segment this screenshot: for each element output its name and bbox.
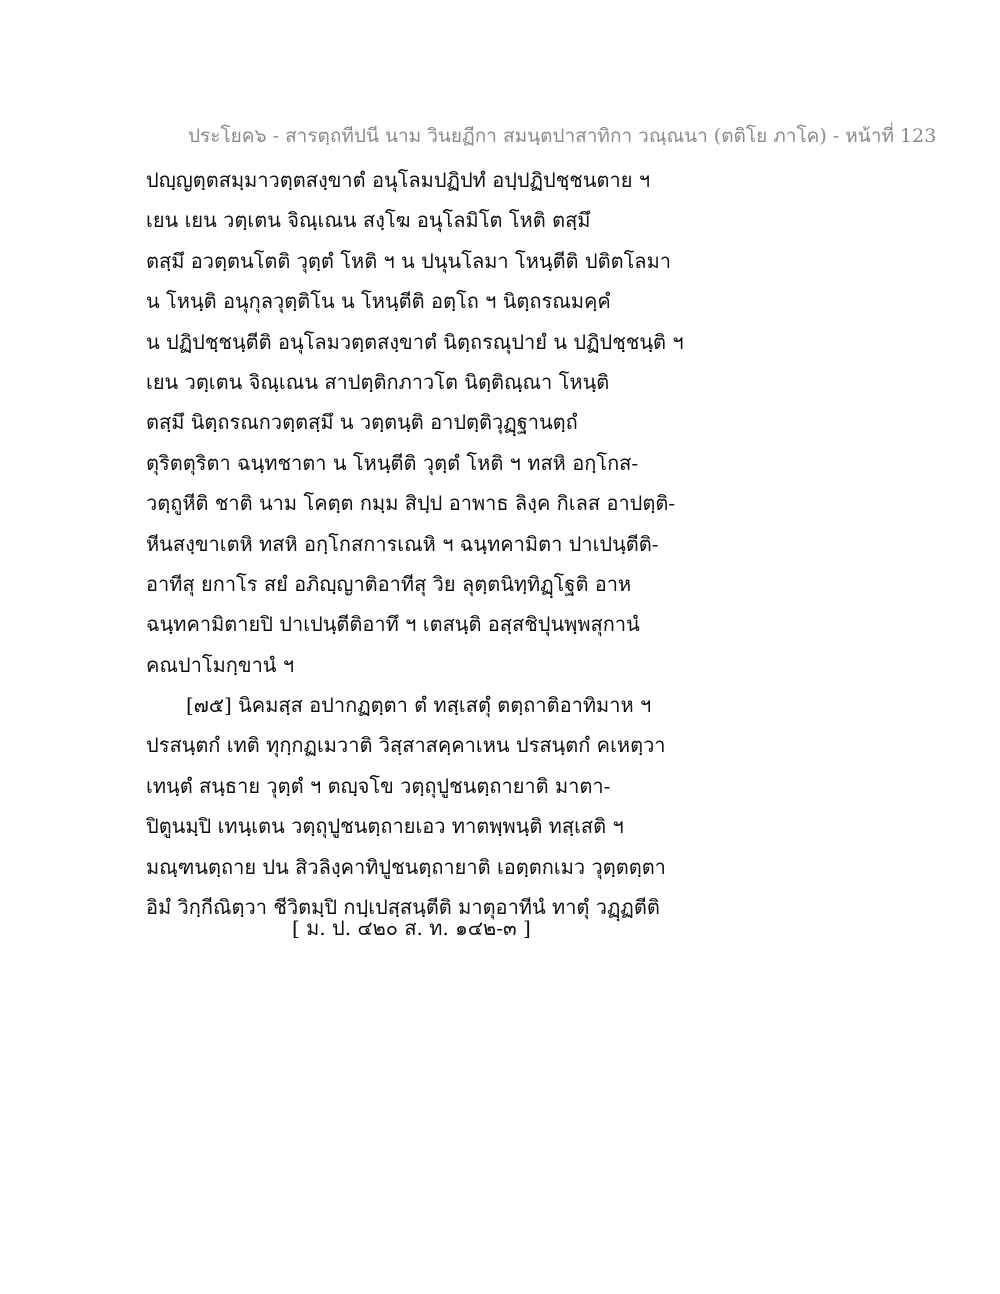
text-line: คณปาโมกฺขานํ ฯ bbox=[146, 652, 295, 677]
text-line: ปญฺญตฺตสมฺมาวตฺตสงฺขาตํ อนุโลมปฏิปทํ อปฺปฏิปชฺชนตาย ฯ bbox=[146, 168, 651, 192]
text-line: เยน วตฺเตน จิณฺเณน สาปตฺติกภาวโต นิตฺติณฺณา โหนฺติ bbox=[146, 369, 610, 394]
text-line: ตสฺมึ อวตฺตนโตติ วุตฺตํ โหติ ฯ น ปนุนโลมา โหนฺตีติ ปติตโลมา bbox=[146, 248, 671, 273]
paragraph-start-line: [๗๕] นิคมสฺส อปากฏตฺตา ตํ ทสฺเสตุํ ตตฺถาติอาทิมาห ฯ bbox=[186, 693, 652, 718]
text-line: ฉนฺทคามิตายปิ ปาเปนฺตีติอาทึ ฯ เตสนฺติ อสฺสชิปุนพฺพสุกานํ bbox=[146, 612, 640, 637]
text-line: ปรสนฺตกํ เทติ ทุกฺกฏเมวาติ วิสฺสาสคฺคาเหน ปรสนฺตกํ คเหตฺวา bbox=[146, 733, 666, 758]
text-line: หีนสงฺขาเตหิ ทสหิ อกฺโกสการเณหิ ฯ ฉนฺทคามิตา ปาเปนฺตีติ- bbox=[146, 531, 659, 556]
text-line: วตฺถูหีติ ชาติ นาม โคตฺต กมฺม สิปฺป อาพาธ ลิงฺค กิเลส อาปตฺติ- bbox=[146, 491, 676, 516]
text-line: น ปฏิปชฺชนฺตีติ อนุโลมวตฺตสงฺขาตํ นิตฺถรณุปายํ น ปฏิปชฺชนฺติ ฯ bbox=[146, 329, 684, 354]
text-line: ตสฺมึ นิตฺถรณกวตฺตสฺมึ น วตฺตนฺติ อาปตฺติวุฏฺฐานตฺถํ bbox=[146, 410, 578, 435]
text-line: เยน เยน วตฺเตน จิณฺเณน สงฺโฆ อนุโลมิโต โหติ ตสฺมึ bbox=[146, 208, 591, 233]
reference-note: [ ม. ป. ๔๒๐ ส. ท. ๑๔๒-๓ ] bbox=[292, 916, 531, 940]
text-line: ตุริตตุริตา ฉนฺทชาตา น โหนฺตีติ วุตฺตํ โหติ ฯ ทสหิ อกฺโกส- bbox=[146, 450, 639, 475]
text-line: อิมํ วิกฺกีณิตฺวา ชีวิตมฺปิ กปฺเปสฺสนฺตีติ มาตุอาทีนํ ทาตุํ วฏฺฏตีติ bbox=[146, 895, 660, 920]
text-line: อาทีสุ ยกาโร สยํ อภิญฺญาติอาทีสุ วิย ลุตฺตนิทฺทิฏฺโฐติ อาห bbox=[146, 571, 632, 596]
body-text bbox=[146, 160, 706, 927]
text-line: มณฺฑนตฺถาย ปน สิวลิงฺคาทิปูชนตฺถายาติ เอตฺตกเมว วุตฺตตฺตา bbox=[146, 854, 666, 879]
text-line: ปิตูนมฺปิ เทนฺเตน วตฺถุปูชนตฺถายเอว ทาตพฺพนฺติ ทสฺเสติ ฯ bbox=[146, 814, 624, 839]
page-header: ประโยค๖ - สารตฺถทีปนี นาม วินยฏีกา สมนฺตปาสาทิกา วณฺณนา (ตติโย ภาโค) - หน้าที่ 123 bbox=[188, 125, 937, 147]
text-line: เทนฺตํ สนฺธาย วุตฺตํ ฯ ตญฺจโข วตฺถุปูชนตฺถายาติ มาตา- bbox=[146, 773, 611, 798]
text-line: น โหนฺติ อนุกุลวุตฺติโน น โหนฺตีติ อตฺโถ ฯ นิตฺถรณมคฺคํ bbox=[146, 289, 611, 314]
